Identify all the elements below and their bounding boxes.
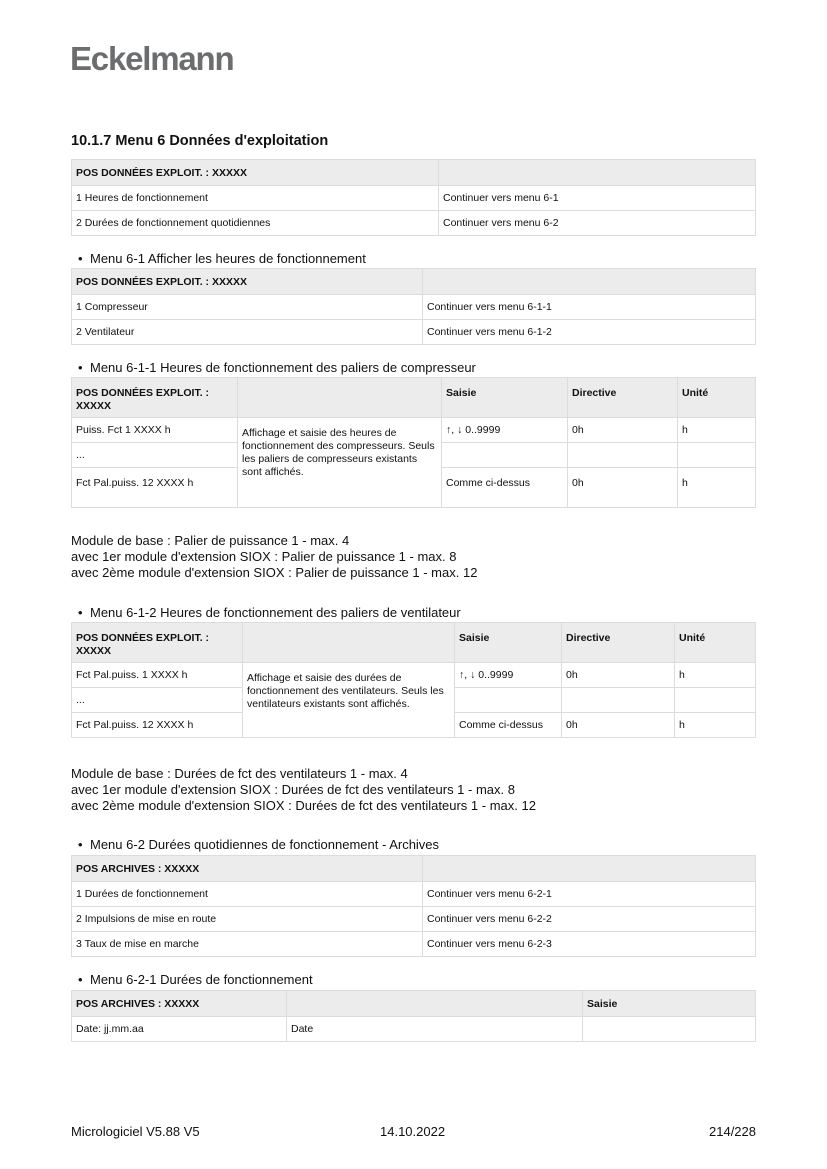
table-row (72, 418, 756, 443)
table-header-cell: POS DONNÉES EXPLOIT. : XXXXX (72, 378, 238, 418)
note-line: avec 2ème module d'extension SIOX : Durées de fct des ventilateurs 1 - max. 12 (71, 798, 536, 813)
bullet-menu-6-1-1 (78, 360, 476, 375)
table-header-cell (238, 378, 442, 418)
table-row (72, 320, 756, 345)
table-cell: 3 Taux de mise en marche (72, 932, 423, 957)
table-cell: Continuer vers menu 6-2-2 (423, 907, 756, 932)
bullet-text: Menu 6-1-1 Heures de fonctionnement des paliers de compresseur (90, 360, 476, 375)
footer-page-number: 214/228 (709, 1124, 756, 1139)
description-cell: Affichage et saisie des heures de fonctionnement des compresseurs. Seuls les paliers de compresseurs existants sont affichés. (238, 418, 442, 508)
table-menu-6-2 (71, 855, 756, 957)
table-header-cell: POS ARCHIVES : XXXXX (72, 856, 423, 882)
table-cell: Fct Pal.puiss. 12 XXXX h (72, 468, 238, 508)
footer-date: 14.10.2022 (380, 1124, 446, 1139)
table-cell: 2 Durées de fonctionnement quotidiennes (72, 211, 439, 236)
table-cell: Continuer vers menu 6-1 (439, 186, 756, 211)
table-cell: Fct Pal.puiss. 1 XXXX h (72, 663, 243, 688)
table-row (72, 211, 756, 236)
table-header-cell: POS DONNÉES EXPLOIT. : XXXXX (72, 269, 423, 295)
table-header-cell: Saisie (583, 991, 756, 1017)
table-header-cell: Unité (678, 378, 756, 418)
table-header-cell (439, 160, 756, 186)
table-row (72, 932, 756, 957)
table-cell: Continuer vers menu 6-2 (439, 211, 756, 236)
section-title: 10.1.7 Menu 6 Données d'exploitation (71, 133, 329, 149)
table-cell: ↑, ↓ 0..9999 (442, 418, 568, 443)
bullet-text: Menu 6-2-1 Durées de fonctionnement (90, 972, 313, 987)
table-cell: Comme ci-dessus (455, 713, 562, 738)
table-header-cell (243, 623, 455, 663)
table-cell (562, 688, 675, 713)
table-header-cell: Saisie (442, 378, 568, 418)
bullet-text: Menu 6-2 Durées quotidiennes de fonctionnement - Archives (90, 837, 440, 852)
table-header-cell: Directive (568, 378, 678, 418)
table-cell: ... (72, 443, 238, 468)
bullet-menu-6-1-2 (78, 605, 461, 620)
table-cell: 0h (568, 418, 678, 443)
table-cell: Comme ci-dessus (442, 468, 568, 508)
eckelmann-logo: Eckelmann (70, 40, 234, 77)
table-cell: 0h (562, 663, 675, 688)
table-header-cell: Directive (562, 623, 675, 663)
table-cell: Fct Pal.puiss. 12 XXXX h (72, 713, 243, 738)
note-line: avec 1er module d'extension SIOX : Durées de fct des ventilateurs 1 - max. 8 (71, 782, 515, 797)
table-row (72, 295, 756, 320)
note-line: Module de base : Palier de puissance 1 - max. 4 (71, 533, 350, 548)
table-row (72, 1017, 756, 1042)
table-menu-6 (71, 159, 756, 236)
note-line: avec 1er module d'extension SIOX : Palier de puissance 1 - max. 8 (71, 549, 457, 564)
table-header-cell: POS DONNÉES EXPLOIT. : XXXXX (72, 160, 439, 186)
table-cell: 0h (568, 468, 678, 508)
table-cell (568, 443, 678, 468)
bullet-text: Menu 6-1-2 Heures de fonctionnement des paliers de ventilateur (90, 605, 461, 620)
table-row (72, 882, 756, 907)
table-cell: Puiss. Fct 1 XXXX h (72, 418, 238, 443)
table-header-cell: POS ARCHIVES : XXXXX (72, 991, 287, 1017)
table-menu-6-1-2 (71, 622, 756, 738)
table-cell: 2 Impulsions de mise en route (72, 907, 423, 932)
table-cell: Continuer vers menu 6-1-2 (423, 320, 756, 345)
note-compressor (71, 533, 477, 581)
table-header-cell (423, 856, 756, 882)
table-menu-6-1 (71, 268, 756, 345)
table-header-cell (287, 991, 583, 1017)
table-cell: 0h (562, 713, 675, 738)
table-row (72, 663, 756, 688)
table-cell (442, 443, 568, 468)
bullet-icon: • (78, 360, 83, 375)
table-header-cell (423, 269, 756, 295)
note-line: Module de base : Durées de fct des ventilateurs 1 - max. 4 (71, 766, 408, 781)
table-header-cell: Saisie (455, 623, 562, 663)
footer-software-version: Micrologiciel V5.88 V5 (71, 1124, 200, 1139)
table-menu-6-2-1 (71, 990, 756, 1042)
note-fan (71, 766, 536, 814)
bullet-icon: • (78, 605, 83, 620)
table-cell: h (678, 468, 756, 508)
table-header-cell: POS DONNÉES EXPLOIT. : XXXXX (72, 623, 243, 663)
bullet-menu-6-1 (78, 251, 366, 266)
table-cell: 2 Ventilateur (72, 320, 423, 345)
description-cell: Affichage et saisie des durées de fonctionnement des ventilateurs. Seuls les ventilateurs existants sont affichés. (243, 663, 455, 738)
table-cell: h (678, 418, 756, 443)
bullet-text: Menu 6-1 Afficher les heures de fonctionnement (90, 251, 366, 266)
table-cell: Continuer vers menu 6-2-1 (423, 882, 756, 907)
table-cell: Date: jj.mm.aa (72, 1017, 287, 1042)
bullet-icon: • (78, 972, 83, 987)
table-header-cell: Unité (675, 623, 756, 663)
table-cell: ... (72, 688, 243, 713)
table-menu-6-1-1 (71, 377, 756, 508)
table-cell: Continuer vers menu 6-2-3 (423, 932, 756, 957)
table-row (72, 186, 756, 211)
table-cell: 1 Compresseur (72, 295, 423, 320)
bullet-menu-6-2-1 (78, 972, 313, 987)
table-cell (675, 688, 756, 713)
table-row (72, 907, 756, 932)
table-cell: h (675, 713, 756, 738)
note-line: avec 2ème module d'extension SIOX : Palier de puissance 1 - max. 12 (71, 565, 478, 580)
table-cell: 1 Durées de fonctionnement (72, 882, 423, 907)
table-cell: Continuer vers menu 6-1-1 (423, 295, 756, 320)
table-cell (583, 1017, 756, 1042)
table-cell: Date (287, 1017, 583, 1042)
table-cell (455, 688, 562, 713)
table-cell: h (675, 663, 756, 688)
table-cell: 1 Heures de fonctionnement (72, 186, 439, 211)
table-cell: ↑, ↓ 0..9999 (455, 663, 562, 688)
bullet-menu-6-2 (78, 837, 439, 852)
bullet-icon: • (78, 251, 83, 266)
bullet-icon: • (78, 837, 83, 852)
table-cell (678, 443, 756, 468)
